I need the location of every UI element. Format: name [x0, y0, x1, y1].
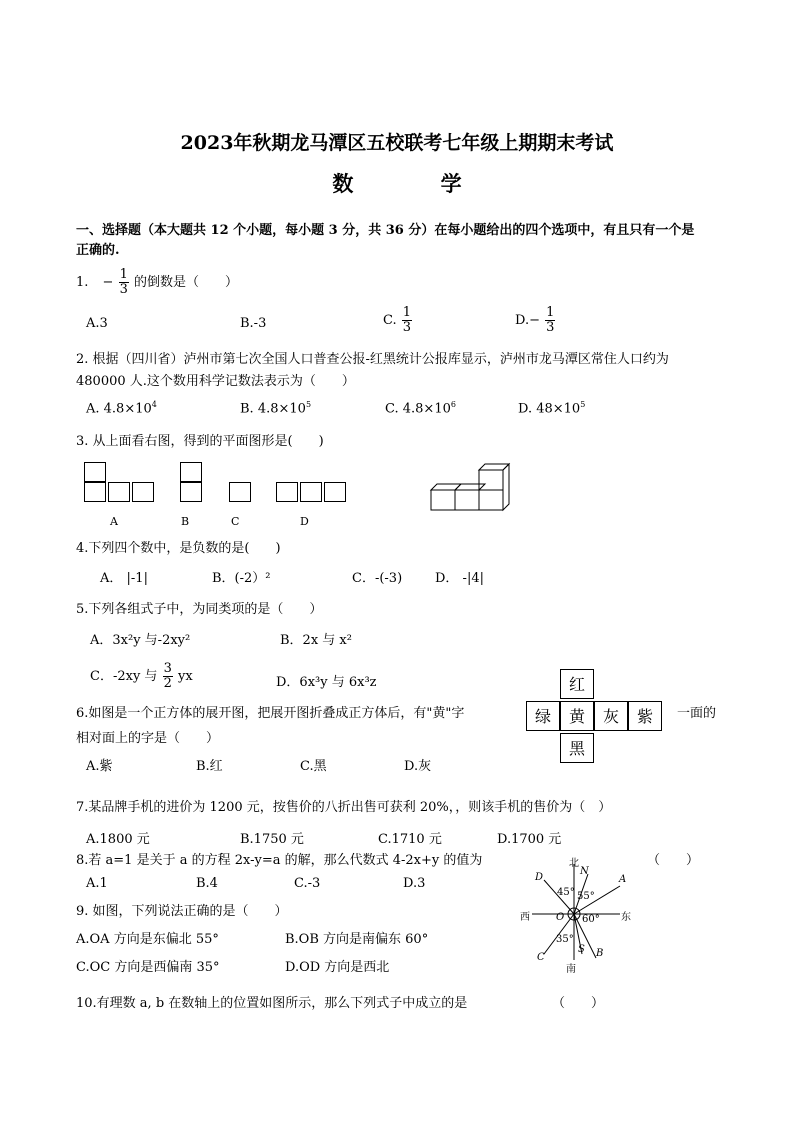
q3-figure-c: [229, 482, 255, 506]
q2-option-d: [518, 400, 585, 416]
q8-paren: （ ）: [647, 853, 700, 868]
net-cell-center: 黄: [560, 701, 594, 731]
q7-option-d: D.1700 元: [497, 832, 562, 847]
q2-option-a: [86, 400, 157, 416]
q2-option-b-exp: 5: [305, 400, 312, 409]
q2-option-a-exp: 4: [151, 400, 157, 409]
q5-option-b: B．2x 与 x²: [280, 633, 352, 648]
q1-number: 1.: [76, 275, 89, 290]
q7-option-c: C.1710 元: [378, 832, 442, 847]
compass-west-label: 西: [520, 912, 530, 923]
q6-line2: 相对面上的字是（ ）: [76, 731, 220, 746]
q8-option-d: D.3: [403, 876, 426, 891]
q7-text: 7.某品牌手机的进价为 1200 元，按售价的八折出售可获利 20%，，则该手机的售价为（ ）: [76, 800, 612, 815]
q2-option-d-base: D. 48×10: [518, 401, 581, 417]
q4-text: 4.下列四个数中，是负数的是( ): [76, 541, 281, 556]
compass-a-label: A: [619, 874, 627, 885]
q9-option-c: C.OC 方向是西偏南 35°: [76, 960, 220, 975]
q2-option-c-exp: 6: [450, 400, 456, 409]
q3-label-c: C: [231, 515, 240, 528]
compass-o-label: O: [556, 912, 565, 923]
q1-option-c-fraction: [402, 306, 412, 335]
q1-fraction: [119, 268, 129, 297]
compass-s-label: S: [578, 944, 585, 955]
compass-angle-60: 60°: [582, 914, 600, 925]
q4-option-c: C．-(-3): [352, 571, 403, 586]
q2-option-c-base: C. 4.8×10: [385, 401, 451, 417]
section-header-line1: 一、选择题（本大题共 12 个小题，每小题 3 分，共 36 分）在每小题给出的四个选项中，有且只有一个是: [76, 223, 695, 238]
q3-figure-d: [276, 482, 350, 506]
q8-text: 8.若 a=1 是关于 a 的方程 2x-y=a 的解，那么代数式 4-2x+y 的值为: [76, 853, 483, 868]
q1-option-c-den: 3: [402, 320, 412, 335]
q6-option-b: B.红: [196, 759, 223, 774]
q1-frac-num: 1: [119, 267, 128, 282]
q1-option-c: [383, 306, 413, 335]
compass-east-label: 东: [621, 912, 631, 923]
q5-option-a: A．3x²y 与-2xy²: [90, 633, 191, 648]
section-header-line2: 正确的.: [76, 243, 120, 258]
compass-angle-45: 45°: [557, 887, 575, 898]
compass-south-label: 南: [566, 964, 576, 975]
q1-option-a: A.3: [86, 316, 108, 331]
compass-n-label: N: [580, 866, 589, 877]
q3-label-b: B: [181, 515, 190, 528]
q3-figure-a: [84, 462, 164, 506]
q2-line1: 2. 根据（四川省）泸州市第七次全国人口普查公报-红黑统计公报库显示，泸州市龙马潭区常住人口约为: [76, 352, 669, 367]
q5-option-c: [90, 662, 193, 691]
q1-option-d-den: 3: [546, 320, 555, 335]
q4-option-d: D． -|4|: [435, 571, 484, 586]
q6-line1-tail: 一面的: [677, 706, 717, 721]
q1-option-d: [515, 306, 556, 335]
q2-line2: 480000 人.这个数用科学记数法表示为（ ）: [76, 374, 355, 389]
compass-d-label: D: [535, 872, 544, 883]
q5-option-c-den: 2: [163, 676, 172, 691]
question-1: [76, 268, 238, 297]
q1-option-c-num: 1: [402, 305, 412, 320]
q5-option-c-pre: C．-2xy 与: [90, 669, 158, 684]
subject-title: 数 学: [332, 171, 502, 196]
q6-line1: 6.如图是一个正方体的展开图，把展开图折叠成正方体后，有"黄"字: [76, 706, 465, 721]
q6-option-c: C.黑: [300, 759, 327, 774]
q9-option-d: D.OD 方向是西北: [285, 960, 390, 975]
compass-angle-55: 55°: [577, 891, 595, 902]
q8-option-c: C.-3: [294, 876, 321, 891]
q3-label-d: D: [300, 515, 309, 528]
q2-option-c: [385, 400, 456, 416]
q2-option-b-base: B. 4.8×10: [240, 401, 306, 417]
net-cell-right2: 紫: [628, 701, 662, 731]
q5-option-c-num: 3: [163, 661, 172, 676]
compass-b-label: B: [596, 948, 604, 959]
q3-figure-b: [180, 462, 206, 506]
q2-option-a-base: A. 4.8×10: [86, 401, 152, 417]
q5-option-d: D．6x³y 与 6x³z: [276, 675, 377, 690]
q9-option-b: B.OB 方向是南偏东 60°: [285, 932, 429, 947]
q9-text: 9. 如图，下列说法正确的是（ ）: [76, 904, 288, 919]
q1-minus: −: [102, 275, 114, 290]
q10-paren: （ ）: [552, 996, 605, 1011]
q4-option-b: B．(-2）²: [212, 571, 271, 586]
q6-option-d: D.灰: [404, 759, 432, 774]
q1-option-b: B.-3: [240, 316, 267, 331]
exam-title: 2023年秋期龙马潭区五校联考七年级上期期末考试: [180, 132, 614, 154]
q7-option-b: B.1750 元: [240, 832, 304, 847]
q1-text: 的倒数是（ ）: [134, 275, 239, 290]
compass-c-label: C: [537, 952, 545, 963]
q8-option-a: A.1: [86, 876, 108, 891]
q1-option-d-prefix: D.−: [515, 313, 540, 328]
q4-option-a: A． |-1|: [100, 571, 148, 586]
q9-option-a: A.OA 方向是东偏北 55°: [76, 932, 219, 947]
compass-north-label: 北: [569, 858, 579, 869]
q2-option-d-exp: 5: [580, 400, 586, 409]
q1-option-c-prefix: C.: [383, 313, 397, 328]
compass-angle-35: 35°: [556, 934, 574, 945]
q3-label-a: A: [110, 515, 118, 528]
net-cell-left: 绿: [526, 701, 560, 731]
q6-option-a: A.紫: [86, 759, 113, 774]
q7-option-a: A.1800 元: [86, 832, 150, 847]
q1-option-d-num: 1: [546, 305, 555, 320]
q10-text: 10.有理数 a, b 在数轴上的位置如图所示，那么下列式子中成立的是: [76, 996, 468, 1011]
q1-option-d-fraction: [545, 306, 555, 335]
q5-option-c-post: yx: [177, 669, 193, 684]
q8-option-b: B.4: [196, 876, 218, 891]
q2-option-b: [240, 400, 311, 416]
q5-option-c-fraction: [163, 662, 173, 691]
q5-text: 5.下列各组式子中，为同类项的是（ ）: [76, 602, 323, 617]
net-cell-bottom: 黑: [560, 733, 594, 763]
q3-text: 3. 从上面看右图，得到的平面图形是( ): [76, 434, 324, 449]
net-cell-right1: 灰: [594, 701, 628, 731]
q3-3d-blocks-figure: [425, 460, 525, 512]
q1-frac-den: 3: [119, 282, 128, 297]
net-cell-top: 红: [560, 669, 594, 699]
